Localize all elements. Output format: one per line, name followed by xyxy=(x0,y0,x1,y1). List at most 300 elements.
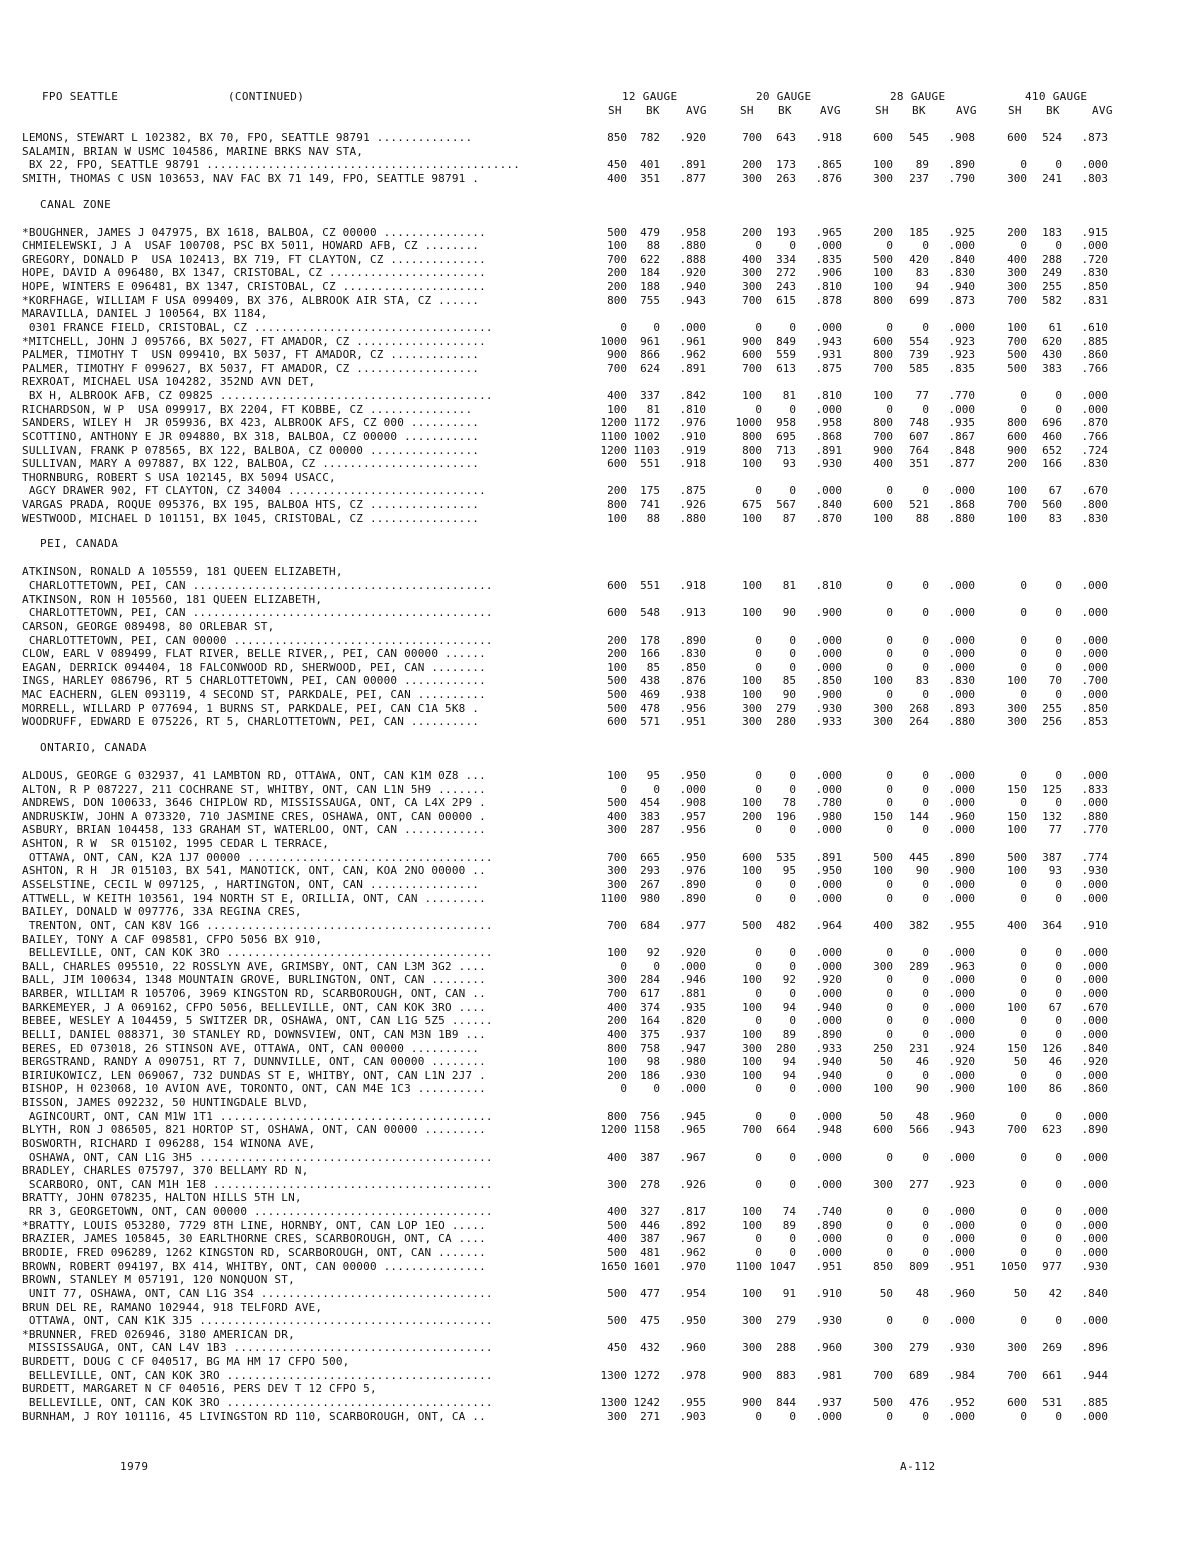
score-cell: 351 xyxy=(640,171,660,185)
score-cell: 977 xyxy=(1042,1259,1062,1273)
score-cell: 48 xyxy=(915,1286,929,1300)
score-cell: .868 xyxy=(815,429,842,443)
score-cell: 83 xyxy=(915,266,929,280)
score-cell: 0 xyxy=(922,1068,929,1082)
score-cell: 400 xyxy=(607,1232,627,1246)
score-cell: 0 xyxy=(755,402,762,416)
score-cell: .840 xyxy=(815,498,842,512)
score-cell: 293 xyxy=(640,864,660,878)
score-cell: .919 xyxy=(679,443,706,457)
score-cell: 0 xyxy=(922,660,929,674)
score-cell: 0 xyxy=(1020,1314,1027,1328)
score-cell: .900 xyxy=(815,688,842,702)
score-cell: 188 xyxy=(640,280,660,294)
score-cell: 0 xyxy=(922,1409,929,1423)
member-row xyxy=(0,403,1200,416)
score-cell: 0 xyxy=(922,402,929,416)
score-cell: .000 xyxy=(1081,973,1108,987)
score-cell: 665 xyxy=(640,850,660,864)
score-cell: 0 xyxy=(1020,959,1027,973)
score-cell: 67 xyxy=(1048,1000,1062,1014)
score-cell: .000 xyxy=(948,1409,975,1423)
score-cell: 500 xyxy=(607,701,627,715)
score-cell: 77 xyxy=(915,389,929,403)
member-name-address: VARGAS PRADA, ROQUE 095376, BX 195, BALBOA HTS, CZ ................ xyxy=(22,498,480,512)
score-cell: .000 xyxy=(815,1150,842,1164)
score-cell: .951 xyxy=(948,1259,975,1273)
member-name-address: ATKINSON, RON H 105560, 181 QUEEN ELIZABETH, xyxy=(22,592,323,606)
score-cell: 675 xyxy=(742,498,762,512)
score-cell: 454 xyxy=(640,796,660,810)
footer-page-number: A-112 xyxy=(900,1460,936,1473)
member-name-address: CHARLOTTETOWN, PEI, CAN ............................................ xyxy=(22,606,493,620)
score-cell: .817 xyxy=(679,1205,706,1219)
score-cell: .000 xyxy=(948,484,975,498)
section-title: ONTARIO, CANADA xyxy=(40,740,147,754)
score-cell: 0 xyxy=(1055,796,1062,810)
score-cell: 0 xyxy=(789,660,796,674)
score-cell: 300 xyxy=(742,715,762,729)
score-cell: .870 xyxy=(815,511,842,525)
score-cell: 476 xyxy=(909,1395,929,1409)
score-cell: .890 xyxy=(1081,1123,1108,1137)
score-cell: 0 xyxy=(1020,768,1027,782)
member-row xyxy=(0,348,1200,361)
score-cell: 600 xyxy=(607,715,627,729)
score-cell: .000 xyxy=(815,647,842,661)
score-cell: .000 xyxy=(815,823,842,837)
score-cell: .000 xyxy=(1081,1014,1108,1028)
member-row xyxy=(0,498,1200,511)
score-cell: 961 xyxy=(640,334,660,348)
score-cell: 400 xyxy=(607,1150,627,1164)
score-cell: 46 xyxy=(915,1055,929,1069)
score-cell: 559 xyxy=(776,348,796,362)
score-cell: .000 xyxy=(948,1205,975,1219)
score-cell: 0 xyxy=(755,320,762,334)
score-cell: 300 xyxy=(742,1341,762,1355)
score-cell: .000 xyxy=(948,891,975,905)
score-cell: .890 xyxy=(815,1218,842,1232)
score-cell: .964 xyxy=(815,918,842,932)
member-name-address: ASHTON, R W SR 015102, 1995 CEDAR L TERRACE, xyxy=(22,837,330,851)
score-cell: .766 xyxy=(1081,429,1108,443)
score-cell: .946 xyxy=(679,973,706,987)
score-cell: 661 xyxy=(1042,1368,1062,1382)
score-cell: .000 xyxy=(948,1000,975,1014)
score-cell: 500 xyxy=(607,674,627,688)
score-cell: 521 xyxy=(909,498,929,512)
score-cell: .000 xyxy=(815,484,842,498)
member-name-address: SMITH, THOMAS C USN 103653, NAV FAC BX 71 149, FPO, SEATTLE 98791 . xyxy=(22,171,480,185)
score-cell: .000 xyxy=(815,877,842,891)
score-cell: .000 xyxy=(1081,158,1108,172)
score-cell: 100 xyxy=(742,1218,762,1232)
column-header-bk: BK xyxy=(912,104,926,117)
score-cell: 0 xyxy=(1020,796,1027,810)
score-cell: .876 xyxy=(815,171,842,185)
score-cell: .880 xyxy=(1081,809,1108,823)
score-cell: .000 xyxy=(815,1082,842,1096)
score-cell: 100 xyxy=(607,660,627,674)
score-cell: 800 xyxy=(607,1109,627,1123)
score-cell: 615 xyxy=(776,293,796,307)
score-cell: 800 xyxy=(873,348,893,362)
score-cell: 100 xyxy=(607,511,627,525)
score-cell: 241 xyxy=(1042,171,1062,185)
column-header-sh: SH xyxy=(875,104,889,117)
score-cell: .840 xyxy=(948,252,975,266)
score-cell: 0 xyxy=(1055,1068,1062,1082)
score-cell: 100 xyxy=(742,864,762,878)
score-cell: 567 xyxy=(776,498,796,512)
score-cell: .877 xyxy=(948,457,975,471)
score-cell: 364 xyxy=(1042,918,1062,932)
score-cell: 183 xyxy=(1042,225,1062,239)
score-cell: .831 xyxy=(1081,293,1108,307)
member-row xyxy=(0,1096,1200,1109)
score-cell: .962 xyxy=(679,1245,706,1259)
score-cell: 50 xyxy=(879,1286,893,1300)
member-row xyxy=(0,864,1200,877)
score-cell: 200 xyxy=(873,225,893,239)
score-cell: 0 xyxy=(886,579,893,592)
score-cell: 300 xyxy=(742,1041,762,1055)
score-cell: 400 xyxy=(607,1205,627,1219)
score-cell: .967 xyxy=(679,1232,706,1246)
score-cell: 700 xyxy=(1007,1368,1027,1382)
score-cell: .000 xyxy=(948,1314,975,1328)
score-cell: 700 xyxy=(742,293,762,307)
score-cell: .948 xyxy=(815,1123,842,1137)
score-cell: .790 xyxy=(948,171,975,185)
score-cell: .000 xyxy=(815,320,842,334)
member-row xyxy=(0,769,1200,782)
score-cell: 85 xyxy=(646,660,660,674)
score-cell: 0 xyxy=(922,1245,929,1259)
score-cell: 94 xyxy=(782,1068,796,1082)
score-cell: 400 xyxy=(873,918,893,932)
member-row xyxy=(0,239,1200,252)
score-cell: .000 xyxy=(815,1109,842,1123)
score-cell: 689 xyxy=(909,1368,929,1382)
score-cell: .900 xyxy=(815,606,842,620)
score-cell: 300 xyxy=(607,1177,627,1191)
score-cell: .000 xyxy=(948,647,975,661)
score-cell: 500 xyxy=(607,1314,627,1328)
member-row xyxy=(0,1014,1200,1027)
member-name-address: 0301 FRANCE FIELD, CRISTOBAL, CZ ................................... xyxy=(22,320,493,334)
score-cell: 288 xyxy=(1042,252,1062,266)
score-cell: 83 xyxy=(915,674,929,688)
score-cell: .877 xyxy=(679,171,706,185)
score-cell: 0 xyxy=(886,688,893,702)
score-cell: .908 xyxy=(679,796,706,810)
score-cell: 0 xyxy=(1020,1232,1027,1246)
score-cell: .000 xyxy=(948,946,975,960)
score-cell: .878 xyxy=(815,293,842,307)
member-name-address: PALMER, TIMOTHY F 099627, BX 5037, FT AMADOR, CZ .................. xyxy=(22,361,480,375)
score-cell: 438 xyxy=(640,674,660,688)
score-cell: .962 xyxy=(679,348,706,362)
score-cell: .870 xyxy=(1081,416,1108,430)
score-cell: 237 xyxy=(909,171,929,185)
score-cell: 1300 xyxy=(600,1395,627,1409)
score-cell: .000 xyxy=(815,239,842,253)
score-cell: .963 xyxy=(948,959,975,973)
score-cell: 300 xyxy=(607,864,627,878)
score-cell: 0 xyxy=(1055,1205,1062,1219)
member-row xyxy=(0,375,1200,388)
score-cell: .000 xyxy=(815,891,842,905)
score-cell: 0 xyxy=(653,1082,660,1096)
score-cell: .935 xyxy=(679,1000,706,1014)
score-cell: 1650 xyxy=(600,1259,627,1273)
score-cell: .774 xyxy=(1081,850,1108,864)
score-cell: .923 xyxy=(948,334,975,348)
score-cell: 256 xyxy=(1042,715,1062,729)
score-cell: .925 xyxy=(948,225,975,239)
score-cell: .950 xyxy=(679,850,706,864)
score-cell: 200 xyxy=(607,280,627,294)
score-cell: 100 xyxy=(1007,511,1027,525)
score-cell: 664 xyxy=(776,1123,796,1137)
score-cell: .935 xyxy=(948,416,975,430)
score-cell: .000 xyxy=(948,1232,975,1246)
score-cell: .000 xyxy=(1081,660,1108,674)
score-cell: 81 xyxy=(782,389,796,403)
score-cell: 0 xyxy=(886,606,893,620)
score-cell: 387 xyxy=(640,1232,660,1246)
score-cell: .978 xyxy=(679,1368,706,1382)
score-cell: 81 xyxy=(782,579,796,592)
score-cell: 0 xyxy=(922,633,929,647)
score-cell: 585 xyxy=(909,361,929,375)
member-name-address: ATKINSON, RONALD A 105559, 181 QUEEN ELIZABETH, xyxy=(22,565,343,579)
score-cell: 0 xyxy=(922,973,929,987)
score-cell: 150 xyxy=(1007,782,1027,796)
score-cell: 0 xyxy=(1020,660,1027,674)
member-name-address: WOODRUFF, EDWARD E 075226, RT 5, CHARLOTTETOWN, PEI, CAN .......... xyxy=(22,715,480,729)
member-name-address: SANDERS, WILEY H JR 059936, BX 423, ALBROOK AFS, CZ 000 .......... xyxy=(22,416,480,430)
score-cell: .000 xyxy=(1081,239,1108,253)
score-cell: 125 xyxy=(1042,782,1062,796)
score-cell: 92 xyxy=(646,946,660,960)
score-cell: 755 xyxy=(640,293,660,307)
score-cell: 0 xyxy=(922,1014,929,1028)
member-name-address: BRUN DEL RE, RAMANO 102944, 918 TELFORD AVE, xyxy=(22,1300,323,1314)
score-cell: 500 xyxy=(873,850,893,864)
score-cell: .720 xyxy=(1081,252,1108,266)
score-cell: 0 xyxy=(755,768,762,782)
score-cell: 100 xyxy=(1007,484,1027,498)
member-row xyxy=(0,158,1200,171)
member-name-address: OSHAWA, ONT, CAN L1G 3H5 ........................................... xyxy=(22,1150,493,1164)
score-cell: 782 xyxy=(640,131,660,144)
score-cell: 548 xyxy=(640,606,660,620)
score-cell: 600 xyxy=(607,457,627,471)
score-cell: 624 xyxy=(640,361,660,375)
score-cell: 87 xyxy=(782,511,796,525)
score-cell: .920 xyxy=(679,946,706,960)
member-row xyxy=(0,484,1200,497)
member-row xyxy=(0,1410,1200,1423)
score-cell: 700 xyxy=(1007,498,1027,512)
member-name-address: RICHARDSON, W P USA 099917, BX 2204, FT KOBBE, CZ ............... xyxy=(22,402,473,416)
score-cell: 0 xyxy=(886,402,893,416)
member-row xyxy=(0,783,1200,796)
score-cell: 700 xyxy=(1007,334,1027,348)
score-cell: .000 xyxy=(1081,796,1108,810)
score-cell: 0 xyxy=(620,959,627,973)
score-cell: .830 xyxy=(679,647,706,661)
score-cell: .770 xyxy=(948,389,975,403)
score-cell: 0 xyxy=(1020,1068,1027,1082)
score-cell: 0 xyxy=(1055,1027,1062,1041)
score-cell: .700 xyxy=(1081,674,1108,688)
score-cell: 713 xyxy=(776,443,796,457)
score-cell: .840 xyxy=(1081,1041,1108,1055)
column-header-avg: AVG xyxy=(820,104,841,117)
score-cell: 0 xyxy=(1055,1177,1062,1191)
score-cell: 100 xyxy=(873,158,893,172)
member-name-address: BERGSTRAND, RANDY A 090751, RT 7, DUNNVILLE, ONT, CAN 00000 ........ xyxy=(22,1055,486,1069)
score-cell: 900 xyxy=(1007,443,1027,457)
score-cell: 481 xyxy=(640,1245,660,1259)
score-cell: 50 xyxy=(879,1055,893,1069)
score-cell: 0 xyxy=(653,959,660,973)
score-cell: 42 xyxy=(1048,1286,1062,1300)
score-cell: 0 xyxy=(1020,606,1027,620)
score-cell: 90 xyxy=(782,606,796,620)
score-cell: .891 xyxy=(815,443,842,457)
member-row xyxy=(0,1042,1200,1055)
score-cell: 900 xyxy=(742,1368,762,1382)
member-row xyxy=(0,851,1200,864)
score-cell: .940 xyxy=(948,280,975,294)
score-cell: 0 xyxy=(1055,389,1062,403)
column-header-bk: BK xyxy=(778,104,792,117)
score-cell: .930 xyxy=(815,701,842,715)
score-cell: .740 xyxy=(815,1205,842,1219)
member-row xyxy=(0,1287,1200,1300)
score-cell: .000 xyxy=(1081,946,1108,960)
gauge-header: 12 GAUGE xyxy=(622,90,678,103)
score-cell: 430 xyxy=(1042,348,1062,362)
score-cell: .885 xyxy=(1081,334,1108,348)
score-cell: .937 xyxy=(679,1027,706,1041)
member-row xyxy=(0,987,1200,1000)
score-cell: 0 xyxy=(653,320,660,334)
score-cell: 500 xyxy=(1007,348,1027,362)
score-cell: 800 xyxy=(873,416,893,430)
score-cell: 1200 xyxy=(600,416,627,430)
score-cell: .900 xyxy=(948,1082,975,1096)
member-row xyxy=(0,266,1200,279)
member-name-address: SULLIVAN, FRANK P 078565, BX 122, BALBOA, CZ 00000 ................ xyxy=(22,443,480,457)
score-cell: 535 xyxy=(776,850,796,864)
score-cell: 0 xyxy=(886,1232,893,1246)
score-cell: 61 xyxy=(1048,320,1062,334)
score-cell: 300 xyxy=(742,266,762,280)
score-cell: 90 xyxy=(915,864,929,878)
score-cell: 477 xyxy=(640,1286,660,1300)
member-name-address: BISSON, JAMES 092232, 50 HUNTINGDALE BLVD, xyxy=(22,1096,309,1110)
score-cell: .956 xyxy=(679,701,706,715)
score-cell: 100 xyxy=(1007,320,1027,334)
score-cell: 0 xyxy=(755,987,762,1001)
score-cell: 0 xyxy=(1020,1177,1027,1191)
score-cell: .873 xyxy=(1081,131,1108,144)
member-row xyxy=(0,823,1200,836)
score-cell: 700 xyxy=(742,361,762,375)
score-cell: 300 xyxy=(873,1177,893,1191)
score-cell: 1100 xyxy=(600,429,627,443)
score-cell: 849 xyxy=(776,334,796,348)
score-cell: 800 xyxy=(873,293,893,307)
score-cell: 0 xyxy=(1020,1409,1027,1423)
member-row xyxy=(0,674,1200,687)
member-row xyxy=(0,512,1200,525)
score-cell: .000 xyxy=(815,1409,842,1423)
score-cell: 89 xyxy=(915,158,929,172)
score-cell: 500 xyxy=(607,1218,627,1232)
score-cell: 387 xyxy=(1042,850,1062,864)
score-cell: 150 xyxy=(1007,809,1027,823)
score-cell: 0 xyxy=(789,1150,796,1164)
score-cell: 1100 xyxy=(600,891,627,905)
score-cell: 600 xyxy=(1007,429,1027,443)
column-header-sh: SH xyxy=(740,104,754,117)
score-cell: 0 xyxy=(1055,402,1062,416)
score-cell: 900 xyxy=(607,348,627,362)
member-row xyxy=(0,810,1200,823)
score-cell: 600 xyxy=(1007,1395,1027,1409)
member-name-address: WESTWOOD, MICHAEL D 101151, BX 1045, CRISTOBAL, CZ ................ xyxy=(22,511,480,525)
score-cell: .930 xyxy=(1081,864,1108,878)
score-cell: 289 xyxy=(909,959,929,973)
score-cell: .000 xyxy=(1081,606,1108,620)
score-cell: 0 xyxy=(755,1082,762,1096)
score-cell: .850 xyxy=(1081,280,1108,294)
score-cell: 288 xyxy=(776,1341,796,1355)
score-cell: 0 xyxy=(789,891,796,905)
score-cell: 93 xyxy=(1048,864,1062,878)
member-name-address: BISHOP, H 023068, 10 AVION AVE, TORONTO, ONT, CAN M4E 1C3 .......... xyxy=(22,1082,486,1096)
member-name-address: LEMONS, STEWART L 102382, BX 70, FPO, SEATTLE 98791 .............. xyxy=(22,131,473,144)
score-cell: .670 xyxy=(1081,484,1108,498)
score-cell: 699 xyxy=(909,293,929,307)
score-cell: .891 xyxy=(679,361,706,375)
score-cell: 1047 xyxy=(769,1259,796,1273)
score-cell: 600 xyxy=(1007,131,1027,144)
score-cell: 0 xyxy=(755,823,762,837)
member-name-address: INGS, HARLEY 086796, RT 5 CHARLOTTETOWN, PEI, CAN 00000 ............ xyxy=(22,674,486,688)
score-cell: 1242 xyxy=(633,1395,660,1409)
score-cell: 0 xyxy=(922,877,929,891)
score-cell: 85 xyxy=(782,674,796,688)
score-cell: .000 xyxy=(948,877,975,891)
score-cell: 90 xyxy=(915,1082,929,1096)
member-row xyxy=(0,1164,1200,1177)
score-cell: 300 xyxy=(742,1314,762,1328)
score-cell: 0 xyxy=(1020,647,1027,661)
member-name-address: AGCY DRAWER 902, FT CLAYTON, CZ 34004 ............................. xyxy=(22,484,486,498)
score-cell: .956 xyxy=(679,823,706,837)
score-cell: .957 xyxy=(679,809,706,823)
score-cell: 600 xyxy=(873,1123,893,1137)
score-cell: 607 xyxy=(909,429,929,443)
